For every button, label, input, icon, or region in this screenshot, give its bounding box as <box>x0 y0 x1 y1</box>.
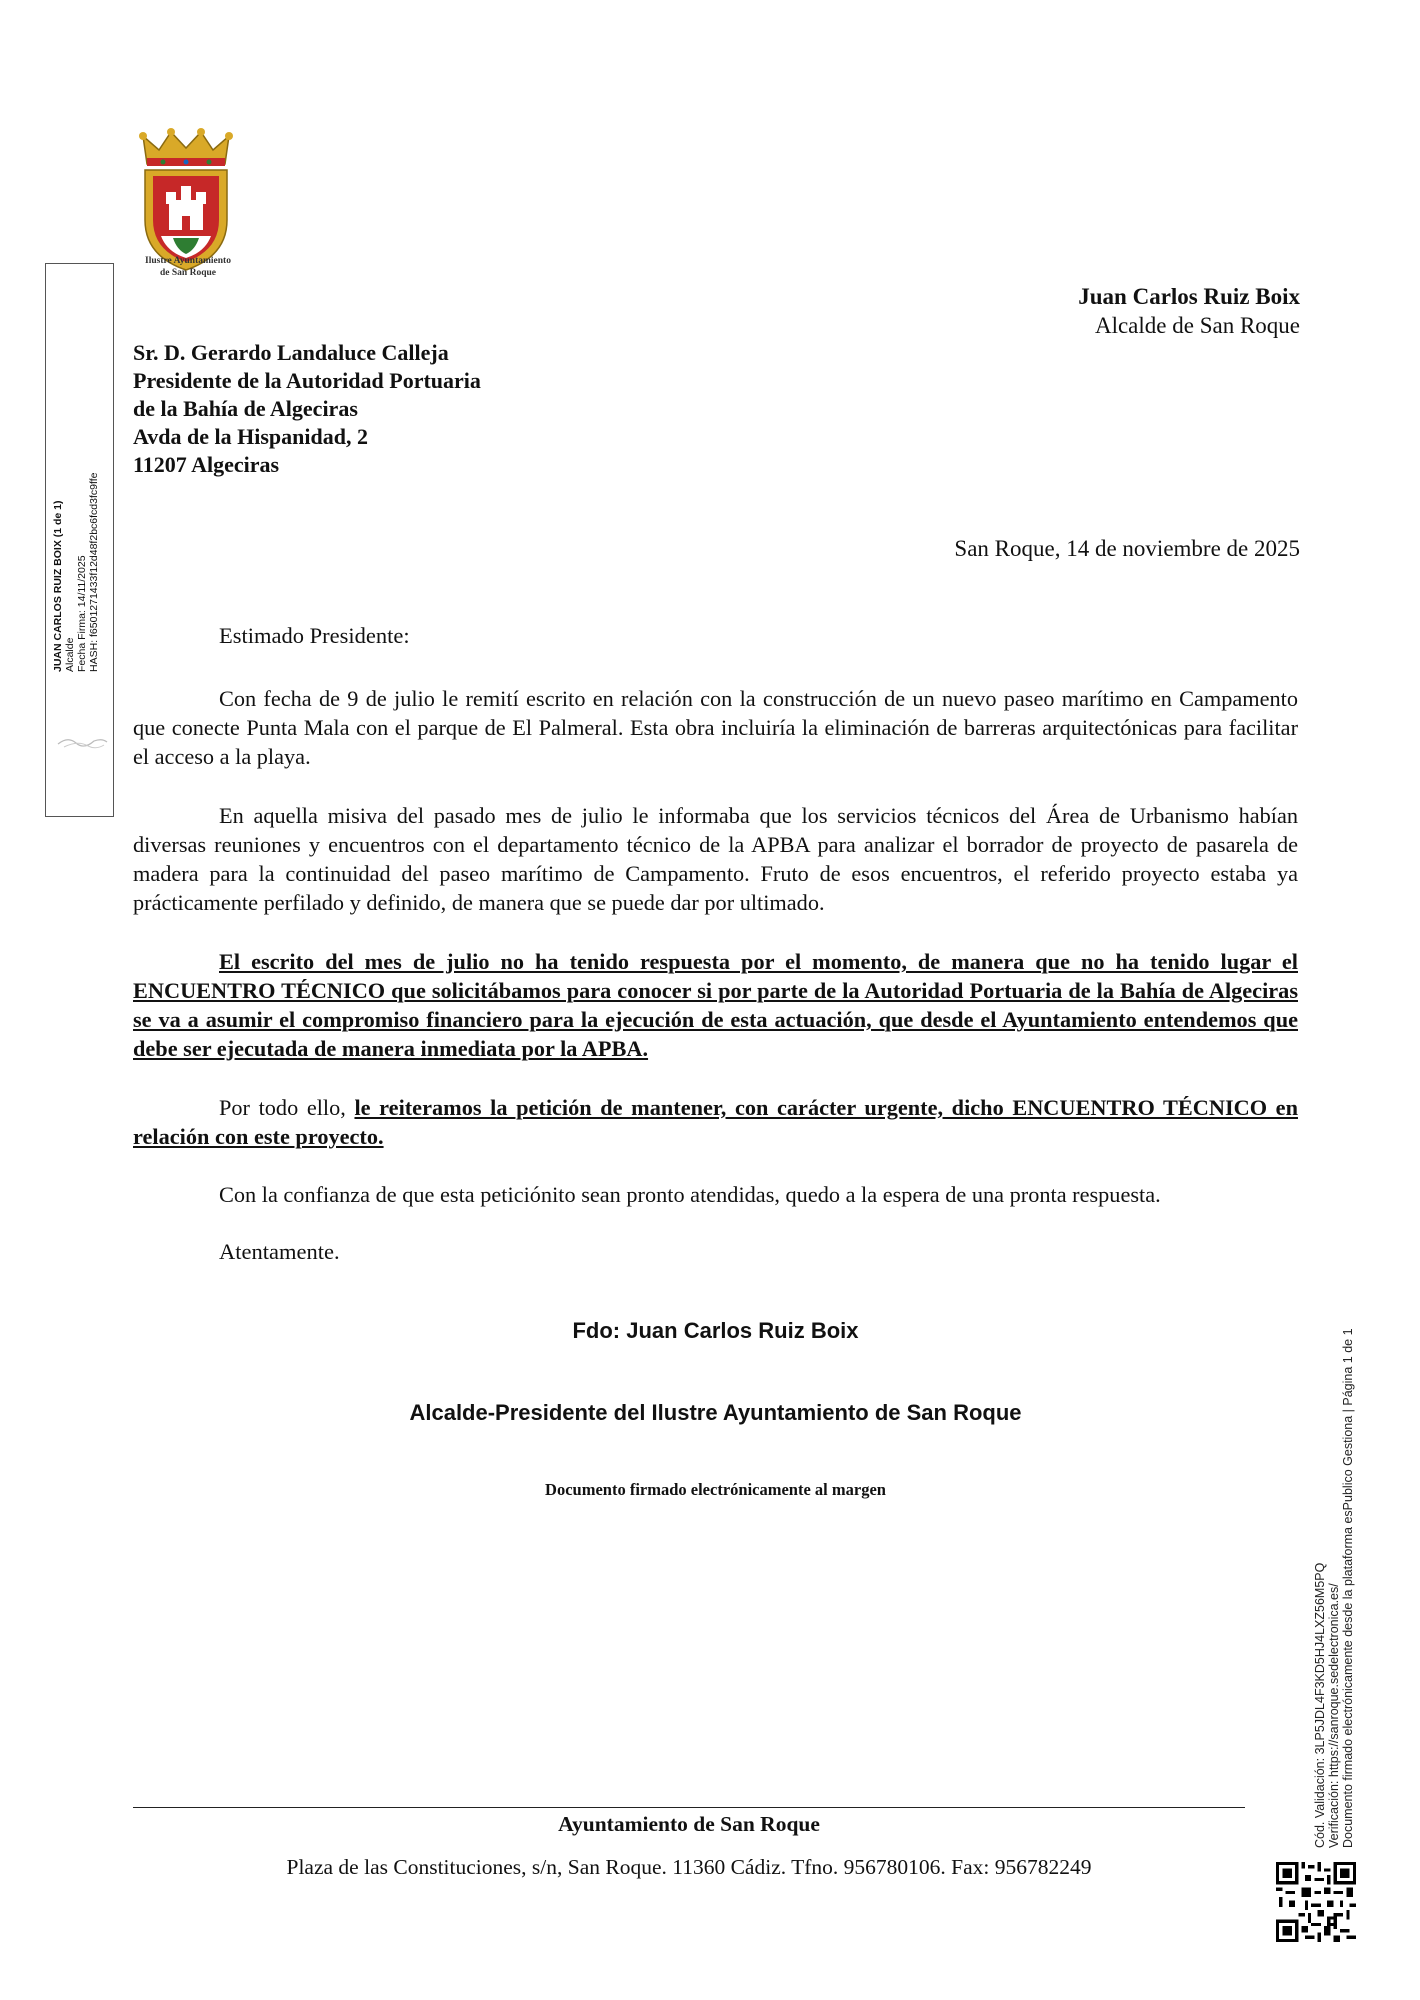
signature-margin-text <box>52 412 100 672</box>
signature-margin-signer: JUAN CARLOS RUIZ BOIX (1 de 1) <box>52 500 64 672</box>
footer-divider <box>133 1807 1245 1808</box>
recipient-block <box>133 339 481 479</box>
paragraph-3-emphasis: El escrito del mes de julio no ha tenido respuesta por el momento, de manera que no ha tenido lugar el ENCUENTRO TÉCNICO que solicitábamos para conocer si por parte de la Autoridad Portuaria de la Bahía de Algeciras se va a asumir el compromiso financiero para la ejecución de esta actuación, que desde el Ayuntamiento entendemos que debe ser ejecutada de manera inmediata por la APBA. <box>133 949 1298 1061</box>
signer-role: Alcalde-Presidente del Ilustre Ayuntamiento de San Roque <box>409 1400 1022 1425</box>
paragraph-4-emphasis: le reiteramos la petición de mantener, con carácter urgente, dicho ENCUENTRO TÉCNICO en relación con este proyecto. <box>133 1095 1298 1149</box>
recipient-line: Sr. D. Gerardo Landaluce Calleja <box>133 340 449 365</box>
letter-date: San Roque, 14 de noviembre de 2025 <box>954 536 1300 561</box>
greeting: Estimado Presidente: <box>219 623 410 648</box>
logo-caption-line2: de San Roque <box>160 268 216 278</box>
qr-code-icon <box>1276 1862 1356 1942</box>
closing: Atentamente. <box>219 1239 340 1264</box>
paragraph-4 <box>133 1093 1298 1151</box>
signature-margin-role: Alcalde <box>64 637 76 672</box>
sender-title: Alcalde de San Roque <box>1094 313 1300 338</box>
signature-margin-date: Fecha Firma: 14/11/2025 <box>76 555 88 672</box>
logo-caption-line1: Ilustre Ayuntamiento <box>145 256 231 266</box>
paragraph-2: En aquella misiva del pasado mes de julio le informaba que los servicios técnicos del Área de Urbanismo habían diversas reuniones y encuentros con el departamento técnico de la APBA para analizar el borrador de proyecto de pasarela de madera para la continuidad del paseo marítimo de Campamento. Fruto de esos encuentros, el referido proyecto estaba ya prácticamente perfilado y definido, de manera que se puede dar por ultimado. <box>133 803 1298 915</box>
footer-address: Plaza de las Constituciones, s/n, San Roque. 11360 Cádiz. Tfno. 956780106. Fax: 956782249 <box>286 1855 1092 1879</box>
paragraph-4-lead: Por todo ello, <box>219 1095 355 1120</box>
validation-margin-text <box>1313 1208 1355 1848</box>
paragraph-1: Con fecha de 9 de julio le remití escrito en relación con la construcción de un nuevo paseo marítimo en Campamento que conecte Punta Mala con el parque de El Palmeral. Esta obra incluiría la eliminación de barreras arquitectónicas para facilitar el acceso a la playa. <box>133 686 1298 769</box>
handwritten-signature-icon <box>54 728 110 756</box>
logo-caption <box>118 255 258 279</box>
recipient-line: Avda de la Hispanidad, 2 <box>133 424 368 449</box>
footer-organization: Ayuntamiento de San Roque <box>558 1812 820 1836</box>
validation-code: Cód. Validación: 3LP5JDL4F3KD5HJ4LXZ56M5PQ <box>1313 1562 1327 1848</box>
recipient-line: de la Bahía de Algeciras <box>133 396 358 421</box>
validation-platform: Documento firmado electrónicamente desde la plataforma esPublico Gestiona | Página 1 de 1 <box>1341 1328 1355 1848</box>
signed-by: Fdo: Juan Carlos Ruiz Boix <box>572 1318 859 1343</box>
validation-url[interactable]: Verificación: https://sanroque.sedelectronica.es/ <box>1327 1583 1341 1848</box>
electronic-signature-note: Documento firmado electrónicamente al margen <box>545 1480 886 1499</box>
signature-margin-hash: HASH: f6501271433f12d48f2bc6fcd3fc9ffe <box>88 472 100 672</box>
sender-name: Juan Carlos Ruiz Boix <box>1078 284 1300 309</box>
recipient-line: Presidente de la Autoridad Portuaria <box>133 368 481 393</box>
paragraph-5: Con la confianza de que esta peticiónito sean pronto atendidas, quedo a la espera de una pronta respuesta. <box>219 1182 1161 1207</box>
recipient-line: 11207 Algeciras <box>133 452 280 477</box>
sender-block <box>1078 282 1300 340</box>
